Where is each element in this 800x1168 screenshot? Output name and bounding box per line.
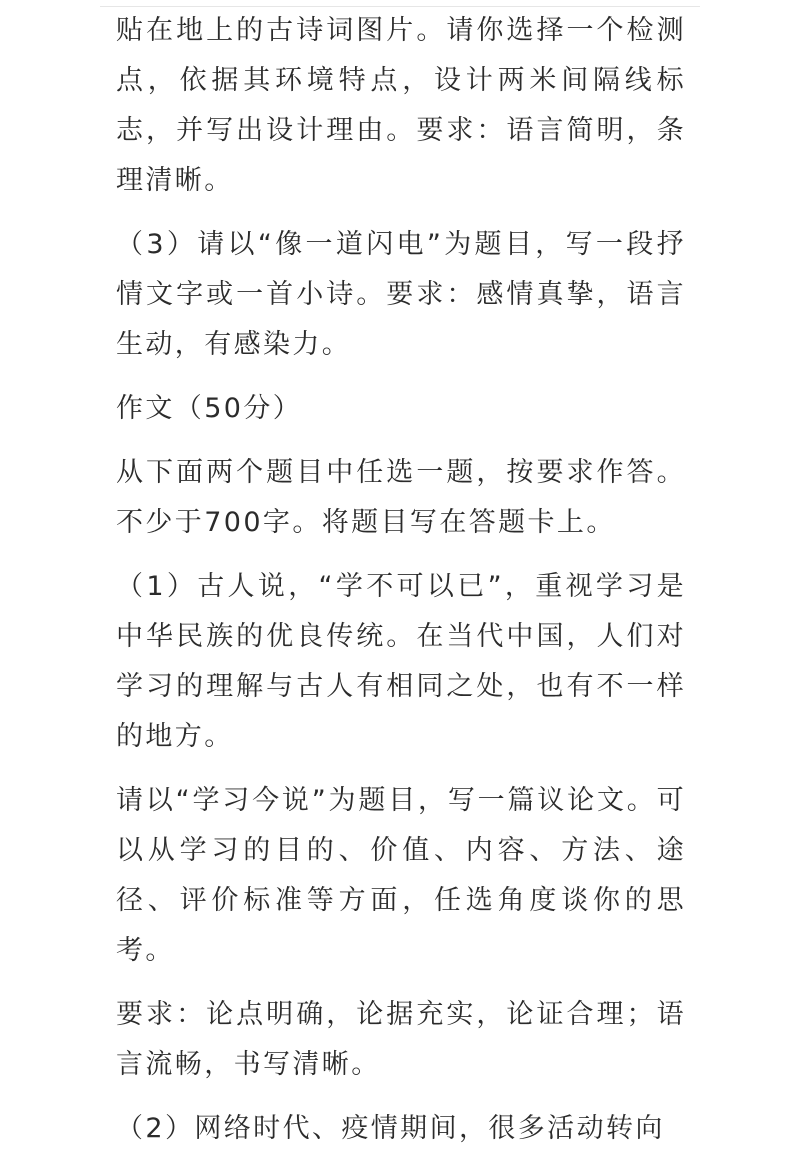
paragraph-topic-1-prompt: 请以“学习今说”为题目，写一篇议论文。可以从学习的目的、价值、内容、方法、途径、评价标准等方面，任选角度谈你的思考。	[116, 785, 686, 966]
paragraph-topic-2: （2）网络时代、疫情期间，很多活动转向	[116, 1113, 665, 1144]
article-body	[116, 6, 686, 1168]
paragraph-question-3: （3）请以“像一道闪电”为题目，写一段抒情文字或一首小诗。要求：感情真挚，语言生动，有感染力。	[116, 229, 686, 360]
section-heading-composition: 作文（50分）	[116, 393, 303, 424]
paragraph-instructions: 从下面两个题目中任选一题，按要求作答。不少于700字。将题目写在答题卡上。	[116, 457, 686, 538]
paragraph-design-task: 贴在地上的古诗词图片。请你选择一个检测点，依据其环境特点，设计两米间隔线标志，并写出设计理由。要求：语言简明，条理清晰。	[116, 15, 686, 196]
paragraph-topic-1: （1）古人说，“学不可以已”，重视学习是中华民族的优良传统。在当代中国，人们对学习的理解与古人有相同之处，也有不一样的地方。	[116, 571, 686, 752]
paragraph-requirements: 要求：论点明确，论据充实，论证合理；语言流畅，书写清晰。	[116, 999, 686, 1080]
